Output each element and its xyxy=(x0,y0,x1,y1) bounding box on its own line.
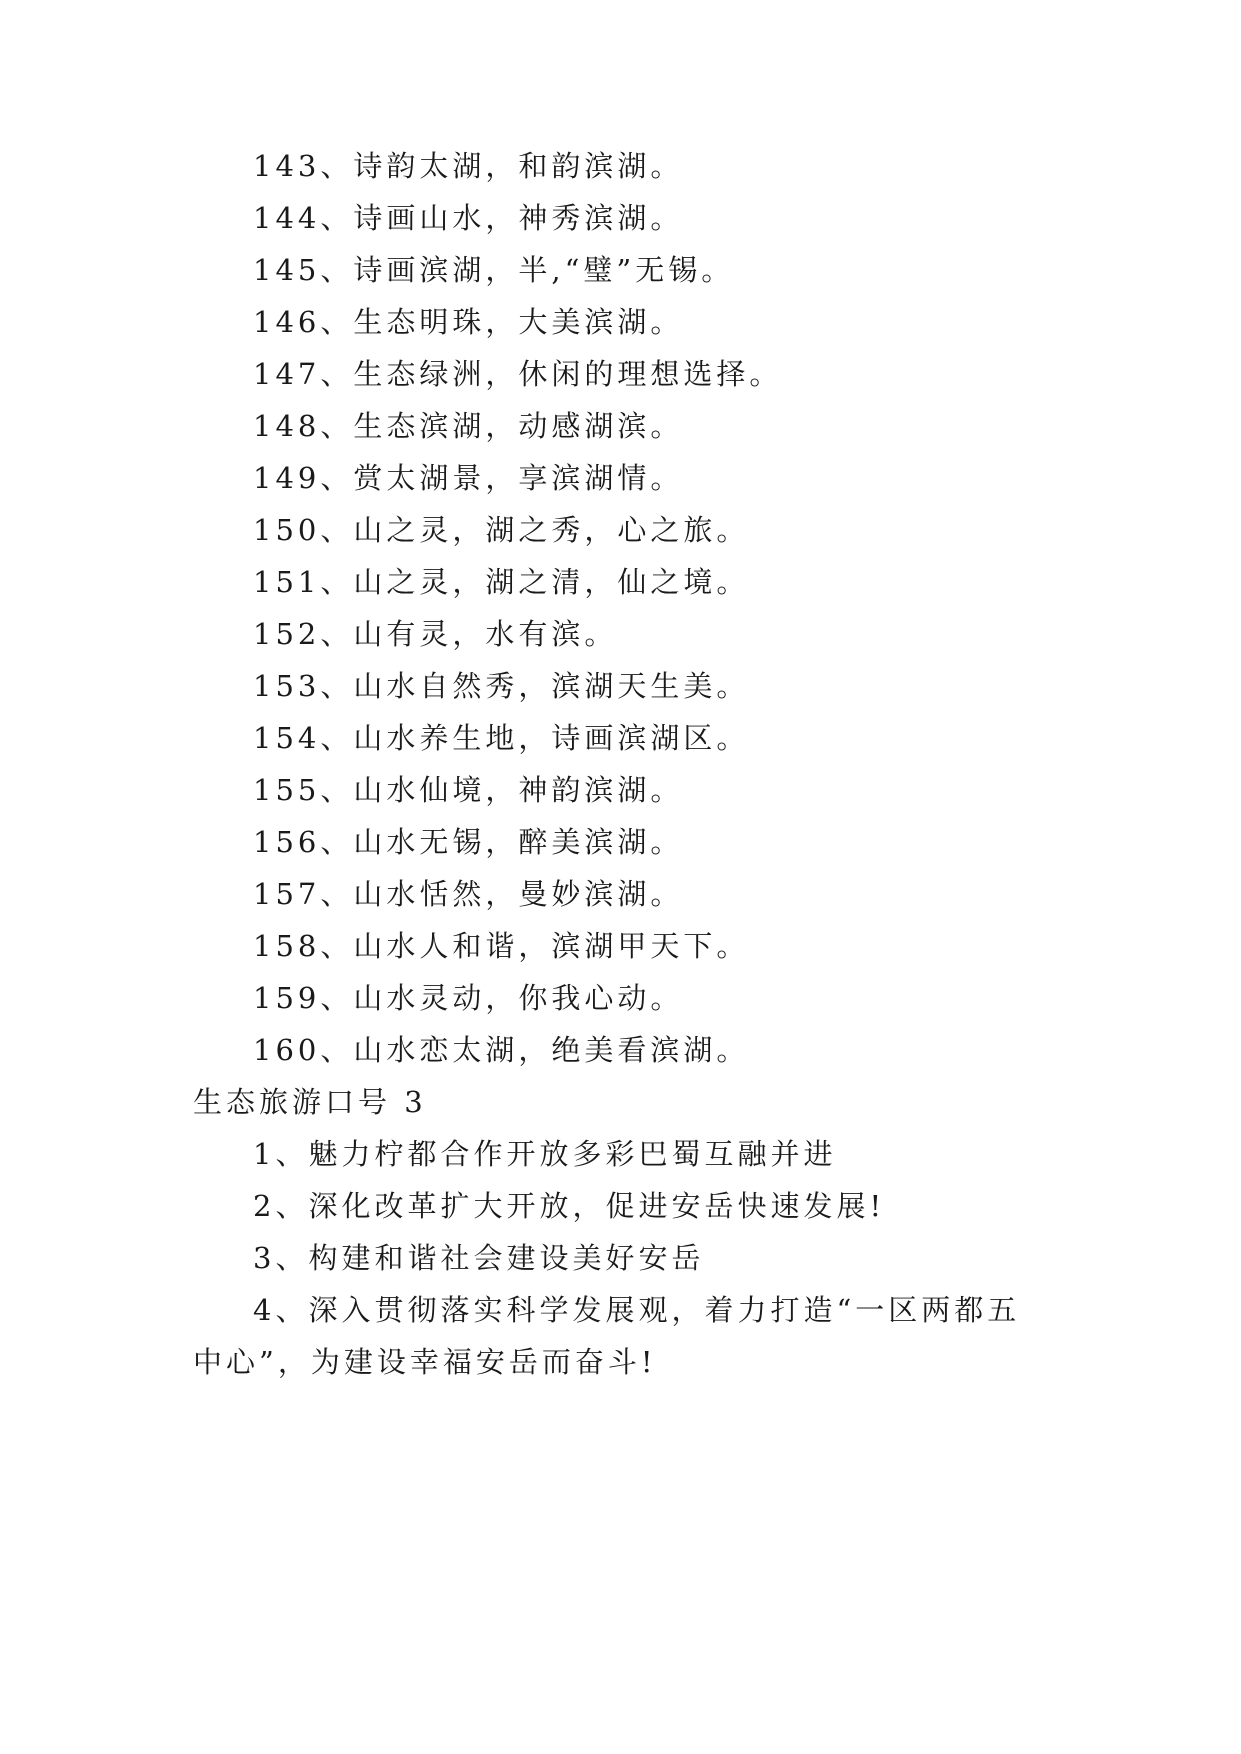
section-heading: 生态旅游口号 3 xyxy=(193,1085,427,1119)
slogan-line: 157、山水恬然，曼妙滨湖。 xyxy=(253,877,684,911)
slogan-line: 151、山之灵，湖之清，仙之境。 xyxy=(253,565,750,599)
slogan-line: 158、山水人和谐，滨湖甲天下。 xyxy=(253,929,750,963)
slogan-line: 150、山之灵，湖之秀，心之旅。 xyxy=(253,513,750,547)
slogan-line: 2、深化改革扩大开放，促进安岳快速发展! xyxy=(253,1189,886,1223)
slogan-line: 154、山水养生地，诗画滨湖区。 xyxy=(253,721,750,755)
slogan-line: 149、赏太湖景，享滨湖情。 xyxy=(253,461,684,495)
slogan-line: 147、生态绿洲，休闲的理想选择。 xyxy=(253,357,783,391)
slogan-line: 152、山有灵，水有滨。 xyxy=(253,617,618,651)
slogan-paragraph-line-2: 中心”，为建设幸福安岳而奋斗! xyxy=(193,1345,657,1379)
slogan-line: 146、生态明珠，大美滨湖。 xyxy=(253,305,684,339)
slogan-line: 1、魅力柠都合作开放多彩巴蜀互融并进 xyxy=(253,1137,837,1171)
slogan-line: 144、诗画山水，神秀滨湖。 xyxy=(253,201,684,235)
slogan-line: 3、构建和谐社会建设美好安岳 xyxy=(253,1241,705,1275)
slogan-line: 159、山水灵动，你我心动。 xyxy=(253,981,684,1015)
slogan-line: 156、山水无锡，醉美滨湖。 xyxy=(253,825,684,859)
slogan-line: 143、诗韵太湖，和韵滨湖。 xyxy=(253,149,684,183)
slogan-paragraph-line-1: 4、深入贯彻落实科学发展观，着力打造“一区两都五 xyxy=(253,1293,1021,1327)
slogan-line: 145、诗画滨湖，半,“璧”无锡。 xyxy=(253,253,735,287)
slogan-line: 148、生态滨湖，动感湖滨。 xyxy=(253,409,684,443)
slogan-line: 155、山水仙境，神韵滨湖。 xyxy=(253,773,684,807)
slogan-line: 160、山水恋太湖，绝美看滨湖。 xyxy=(253,1033,750,1067)
slogan-line: 153、山水自然秀，滨湖天生美。 xyxy=(253,669,750,703)
